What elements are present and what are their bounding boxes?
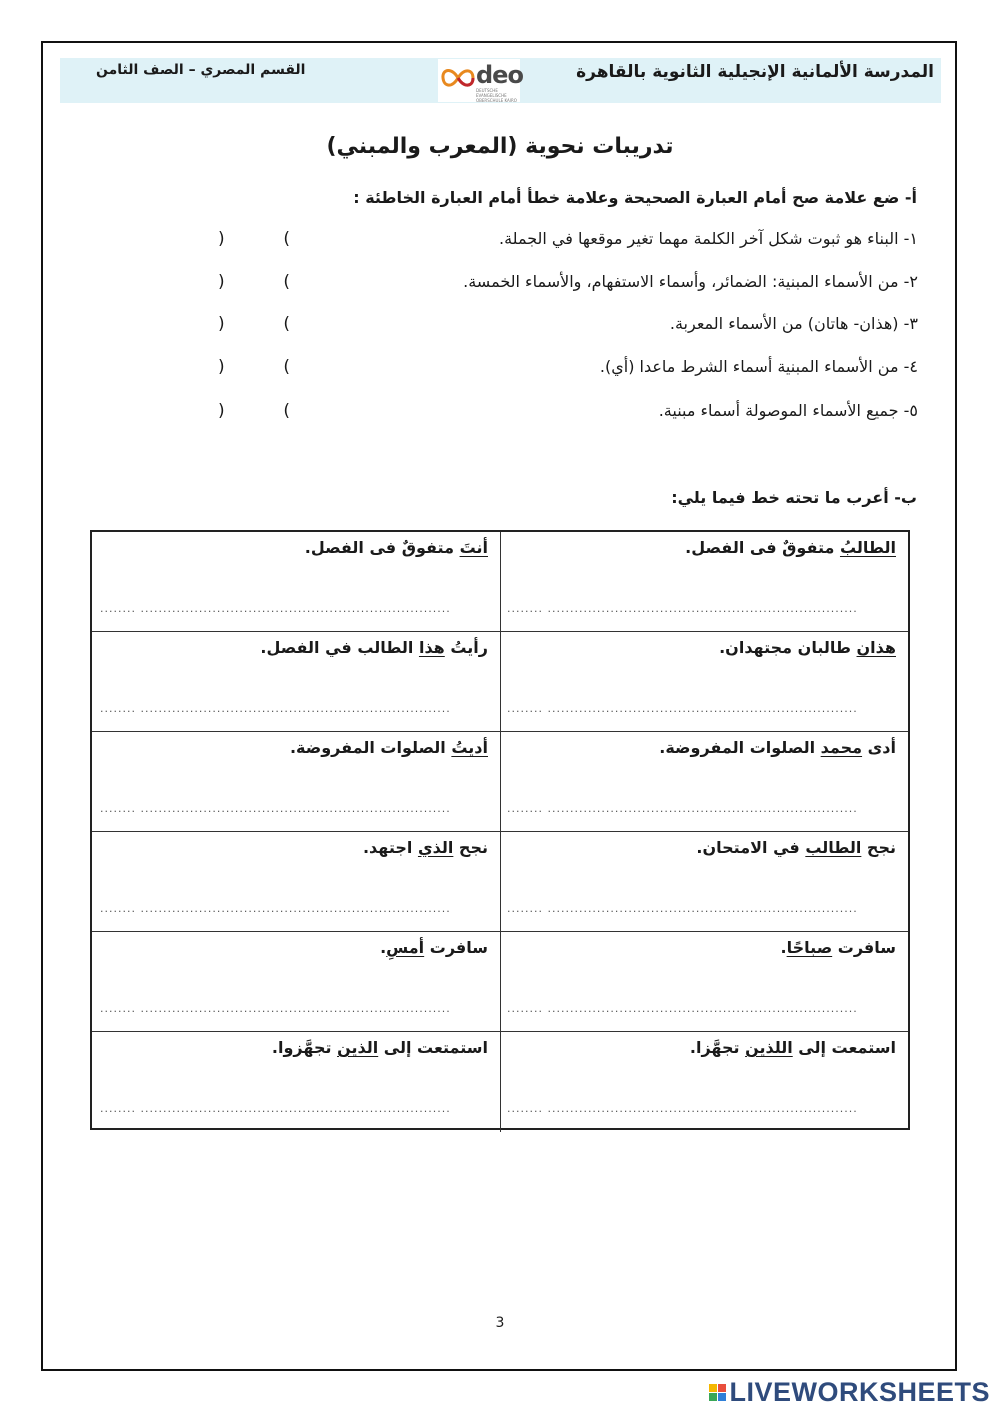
parsing-cell-right: [499, 832, 908, 932]
sentence-part: أدى: [862, 738, 896, 757]
sentence-part: الصلوات المفروضة.: [659, 738, 821, 757]
true-false-item: [200, 229, 918, 259]
statement-body: من الأسماء المبنية أسماء الشرط ماعدا (أي).: [599, 357, 899, 376]
sentence: [260, 638, 488, 657]
statement-text: [659, 401, 918, 420]
true-false-item: [200, 314, 918, 344]
paren-close: (: [283, 272, 290, 292]
paren-open: ): [218, 357, 225, 377]
page-title: تدريبات نحوية (المعرب والمبني): [326, 134, 674, 159]
sentence-part: متفوقٌ فى الفصل.: [685, 538, 840, 557]
statement-number: ١-: [903, 229, 918, 248]
sentence: [305, 538, 488, 557]
statement-number: ٤-: [903, 357, 918, 376]
parsing-cell-left: [92, 1032, 501, 1132]
logo-subtext: DEUTSCHE EVANGELISCHE OBERSCHULE KAIRO: [476, 88, 517, 103]
sentence-part: طالبان مجتهدان.: [719, 638, 857, 657]
parsing-cell-right: [499, 932, 908, 1032]
parsing-cell-right: [499, 532, 908, 632]
underlined-word: صباحًا: [786, 938, 833, 957]
answer-parentheses[interactable]: [218, 272, 290, 292]
paren-open: ): [218, 229, 225, 249]
sentence-part: سافرت: [424, 938, 488, 957]
underlined-word: الطالبُ: [839, 538, 896, 557]
sentence: [696, 838, 896, 857]
parsing-cell-left: [92, 632, 501, 732]
parsing-cell-right: [499, 1032, 908, 1132]
underlined-word: هذان: [856, 638, 896, 657]
sentence-part: .: [380, 938, 387, 957]
underlined-word: أديتُ: [451, 738, 488, 757]
answer-dotted-line[interactable]: ........ .....................................................................: [100, 602, 451, 615]
statement-number: ٣-: [903, 314, 918, 333]
statement-number: ٢-: [903, 272, 918, 291]
answer-parentheses[interactable]: [218, 229, 290, 249]
answer-dotted-line[interactable]: ........ .....................................................................: [507, 1002, 858, 1015]
answer-parentheses[interactable]: [218, 314, 290, 334]
sentence-part: اجتهد.: [362, 838, 418, 857]
department-grade: القسم المصري – الصف الثامن: [96, 62, 306, 78]
paren-close: (: [283, 314, 290, 334]
sentence-part: سافرت: [832, 938, 896, 957]
statement-body: جميع الأسماء الموصولة أسماء مبنية.: [658, 401, 899, 420]
answer-dotted-line[interactable]: ........ .....................................................................: [507, 602, 858, 615]
brand-text: LIVEWORKSHEETS: [729, 1376, 990, 1407]
underlined-word: أنتَ: [459, 538, 488, 557]
statement-text: [499, 229, 918, 248]
school-name: المدرسة الألمانية الإنجيلية الثانوية بالقاهرة: [576, 62, 934, 82]
parsing-cell-right: [499, 632, 908, 732]
paren-close: (: [283, 357, 290, 377]
underlined-word: اللذين: [745, 1038, 793, 1057]
sentence-part: نجح: [453, 838, 488, 857]
sentence-part: نجح: [861, 838, 896, 857]
parsing-cell-right: [499, 732, 908, 832]
parsing-cell-left: [92, 532, 501, 632]
sentence: [363, 838, 488, 857]
sentence-part: استمعت إلى: [792, 1038, 896, 1057]
paren-close: (: [283, 229, 290, 249]
sentence: [290, 738, 488, 757]
answer-dotted-line[interactable]: ........ .....................................................................: [100, 702, 451, 715]
parsing-cell-left: [92, 932, 501, 1032]
sentence-part: الطالب في الفصل.: [260, 638, 419, 657]
sentence-part: الصلوات المفروضة.: [289, 738, 452, 757]
answer-dotted-line[interactable]: ........ .....................................................................: [100, 1002, 451, 1015]
underlined-word: هذا: [418, 638, 445, 657]
answer-parentheses[interactable]: [218, 357, 290, 377]
answer-dotted-line[interactable]: ........ .....................................................................: [100, 902, 451, 915]
true-false-item: [200, 272, 918, 302]
logo-word: deo: [476, 61, 523, 89]
answer-dotted-line[interactable]: ........ .....................................................................: [507, 702, 858, 715]
statement-text: [463, 272, 918, 291]
paren-open: ): [218, 272, 225, 292]
section-a-heading: أ- ضع علامة صح أمام العبارة الصحيحة وعلامة خطأ أمام العبارة الخاطئة :: [353, 188, 917, 207]
answer-parentheses[interactable]: [218, 401, 290, 421]
sentence-part: تجهَّزوا.: [271, 1038, 338, 1057]
statement-body: البناء هو ثبوت شكل آخر الكلمة مهما تغير موقعها في الجملة.: [498, 229, 899, 248]
section-b-heading: ب- أعرب ما تحته خط فيما يلي:: [671, 488, 917, 507]
underlined-word: الذي: [417, 838, 454, 857]
parsing-cell-left: [92, 732, 501, 832]
true-false-item: [200, 401, 918, 431]
sentence-part: استمتعت إلى: [378, 1038, 488, 1057]
paren-open: ): [218, 401, 225, 421]
sentence-part: .: [780, 938, 787, 957]
underlined-word: أمسِ: [386, 938, 425, 957]
parsing-grid: [90, 530, 910, 1130]
underlined-word: الذين: [337, 1038, 379, 1057]
sentence: [272, 1038, 488, 1057]
sentence: [685, 538, 896, 557]
statement-body: (هذان- هاتان) من الأسماء المعربة.: [669, 314, 899, 333]
school-logo: [438, 59, 523, 103]
sentence: [781, 938, 896, 957]
paren-open: ): [218, 314, 225, 334]
page-number: 3: [495, 1315, 505, 1331]
statement-body: من الأسماء المبنية: الضمائر، وأسماء الاستفهام، والأسماء الخمسة.: [463, 272, 899, 291]
sentence-part: تجهَّزا.: [689, 1038, 746, 1057]
paren-close: (: [283, 401, 290, 421]
sentence: [659, 738, 896, 757]
logo-mark-icon: [440, 63, 476, 93]
answer-dotted-line[interactable]: ........ .....................................................................: [507, 902, 858, 915]
sentence-part: متفوقٌ فى الفصل.: [304, 538, 460, 557]
underlined-word: محمد: [820, 738, 863, 757]
underlined-word: الطالب: [805, 838, 862, 857]
sentence-part: رأيتُ: [444, 638, 488, 657]
answer-dotted-line[interactable]: ........ .....................................................................: [507, 802, 858, 815]
parsing-cell-left: [92, 832, 501, 932]
sentence: [380, 938, 488, 957]
true-false-item: [200, 357, 918, 387]
answer-dotted-line[interactable]: ........ .....................................................................: [100, 802, 451, 815]
answer-dotted-line[interactable]: ........ .....................................................................: [100, 1102, 451, 1115]
statement-number: ٥-: [903, 401, 918, 420]
brand-logo-icon: [709, 1384, 726, 1401]
statement-text: [600, 357, 918, 376]
sentence-part: في الامتحان.: [696, 838, 806, 857]
answer-dotted-line[interactable]: ........ .....................................................................: [507, 1102, 858, 1115]
statement-text: [670, 314, 918, 333]
sentence: [719, 638, 896, 657]
liveworksheets-brand: [709, 1377, 990, 1407]
sentence: [690, 1038, 896, 1057]
